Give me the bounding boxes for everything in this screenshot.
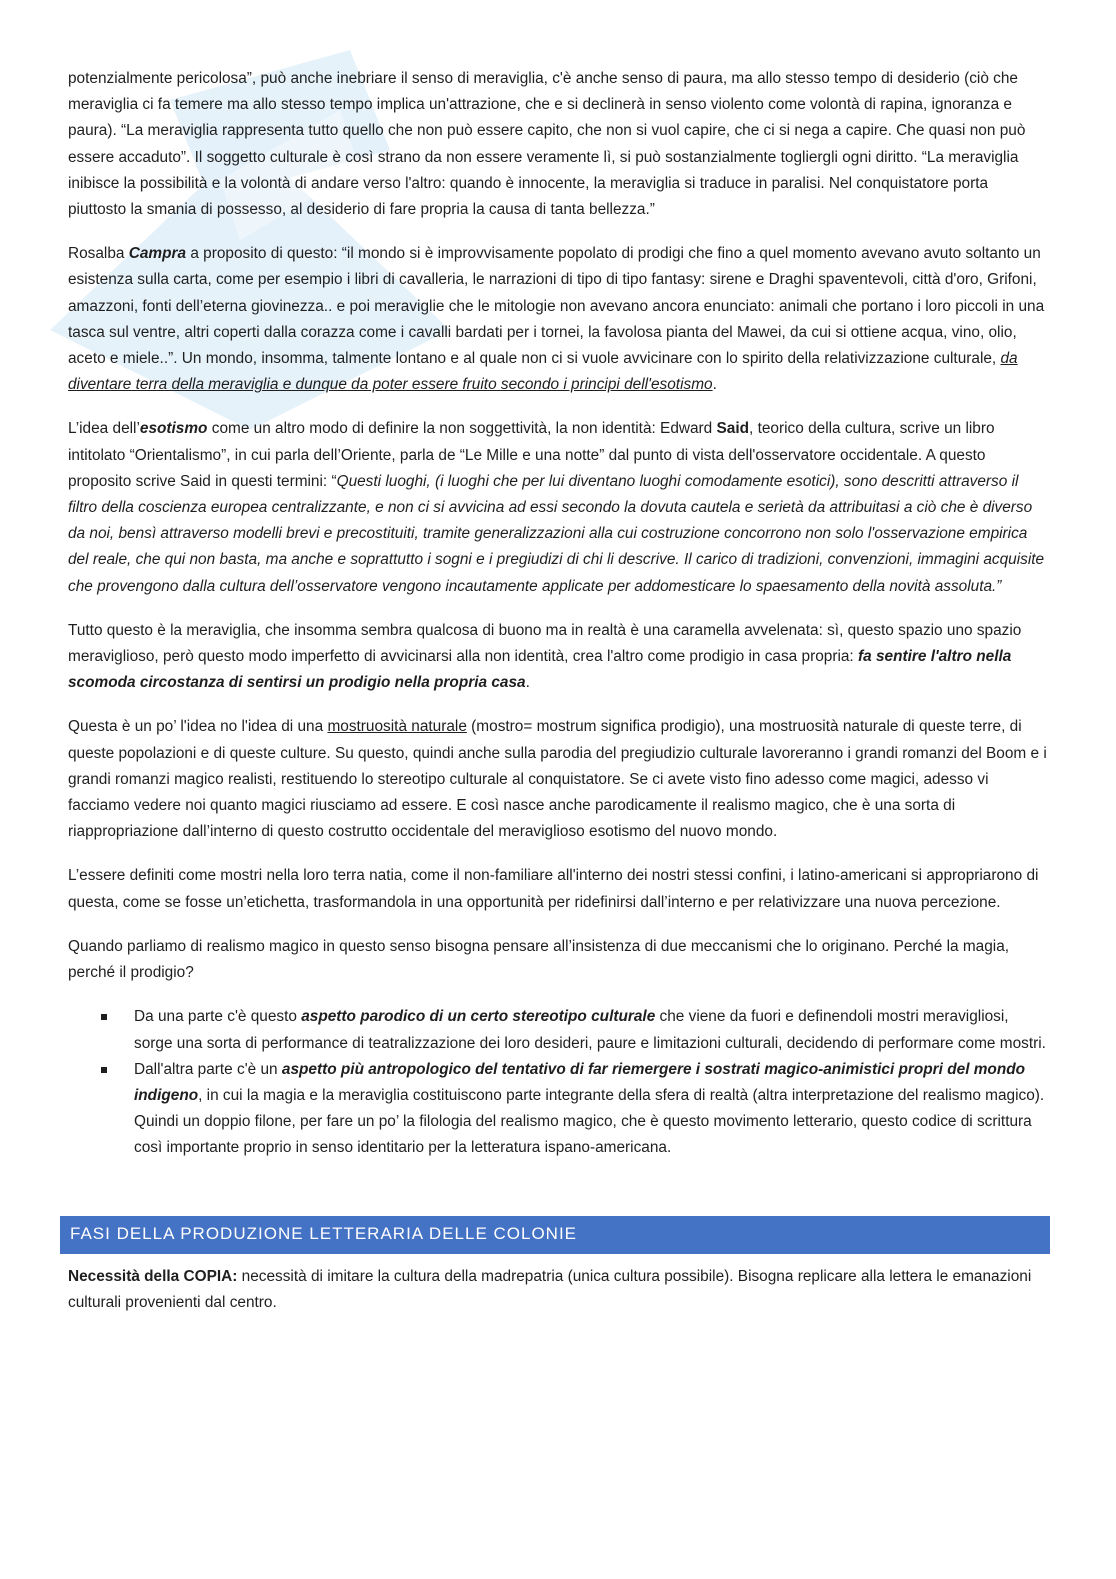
list-item-text: Da una parte c'è questo — [134, 1008, 302, 1026]
list-item-emphasis: aspetto più antropologico del tentativo di far riemergere i sostrati magico-animistici propri del mondo indigeno — [134, 1060, 1026, 1104]
author-name-campra: Campra — [128, 245, 187, 263]
paragraph-text: necessità di imitare la cultura della madrepatria (unica cultura possibile). Bisogna replicare alla lettera le emanazioni culturali provenienti dal centro. — [68, 1267, 1032, 1311]
author-name-said: Said — [716, 420, 750, 438]
paragraph-caramella — [68, 618, 1048, 697]
paragraph-copia — [68, 1264, 1048, 1316]
paragraph-text: Quando parliamo di realismo magico in questo senso bisogna pensare all’insistenza di due meccanismi che lo originano. Perché la magia, perché il prodigio? — [68, 937, 1010, 982]
paragraph-text: a proposito di questo: “il mondo si è improvvisamente popolato di prodigi che fino a quel momento avevano avuto soltanto un esistenza sulla carta, come per esempio i libri di cavalleria, le narrazioni di tipo di tipo fantasy: sirene e Draghi spaventevoli, città d'oro, Grifoni, amazzoni, fonti dell’eterna giovinezza.. e poi meraviglie che le mitologie non avevano ancora enunciato: animali che portano i loro piccoli in una tasca sul ventre, altri coperti dalla corazza come i cavalli bardati per i tornei, la favolosa pianta del Mawei, da cui si ottiene acqua, vino, olio, aceto e miele..”. Un mondo, insomma, talmente lontano e al quale non ci si vuole avvicinare con lo spirito della relativizzazione culturale, — [68, 245, 1045, 368]
section-heading — [60, 1216, 1050, 1254]
list-item-text: , in cui la magia e la meraviglia costituiscono parte integrante della sfera di realtà (altra interpretazione del realismo magico). Quindi un doppio filone, per fare un po’ la filologia del realismo magico, che è questo movimento letterario, questo codice di scrittura così importante proprio in senso identitario per la letteratura ispano-americana. — [134, 1086, 1045, 1157]
copia-label: Necessità della COPIA: — [68, 1267, 238, 1285]
list-item-text: che viene da fuori e definendoli mostri meravigliosi, sorge una sorta di performance di teatralizzazione dei loro desideri, paure e limitazioni culturali, decidendo di performare come mostri. — [134, 1008, 1046, 1052]
emphasis-prodigio: fa sentire l'altro nella scomoda circostanza di sentirsi un prodigio nella propria casa — [68, 648, 1012, 692]
paragraph-text: . — [525, 674, 530, 692]
paragraph-text: (mostro= mostrum significa prodigio), una mostruosità naturale di queste terre, di queste popolazioni e di queste culture. Su questo, quindi anche sulla parodia del pregiudizio culturale lavoreranno i grandi romanzi del Boom e i grandi romanzi magico realisti, restituendo lo stereotipo culturale al conquistatore. Se ci avete visto fino adesso come magici, adesso vi facciamo vedere noi quanto magici riusciamo ad essere. E così nasce anche parodicamente il realismo magico, che è una sorta di riappropriazione dall’interno di questo costrutto occidentale del meraviglioso esotismo del nuovo mondo. — [68, 718, 1047, 841]
paragraph-text: Rosalba — [68, 245, 129, 263]
paragraph-text: Tutto questo è la meraviglia, che insomma sembra qualcosa di buono ma in realtà è una caramella avvelenata: sì, questo spazio uno spazio meraviglioso, però questo modo imperfetto di avvicinarsi alla non identità, crea l'altro come prodigio in casa propria: — [68, 621, 1022, 666]
paragraph-text: Questa è un po’ l'idea no l'idea di una — [68, 718, 328, 736]
list-item-text: Dall'altra parte c'è un — [134, 1060, 282, 1078]
document-page — [68, 66, 1048, 1334]
list-item — [134, 1057, 1048, 1162]
section-heading-text: FASI DELLA PRODUZIONE LETTERARIA DELLE COLONIE — [70, 1224, 578, 1244]
paragraph-text: potenzialmente pericolosa”, può anche inebriare il senso di meraviglia, c'è anche senso di paura, ma allo stesso tempo di desiderio (ciò che meraviglia ci fa temere ma allo stesso tempo implica un'attrazione, che e si declinerà in senso violento come volontà di rapina, ignoranza e paura). “La meraviglia rappresenta tutto quello che non può essere capito, che non si vuol capire, che ci si nega a capire. Che quasi non può essere accaduto”. Il soggetto culturale è così strano da non essere veramente lì, si può sostanzialmente togliergli ogni diritto. “La meraviglia inibisce la possibilità e la volontà di andare verso l'altro: quando è innocente, la meraviglia si traduce in paralisi. Nel conquistatore porta piuttosto la smania di possesso, al desiderio di fare propria la causa di tanta bellezza.” — [68, 70, 1026, 219]
paragraph-campra — [68, 241, 1048, 398]
paragraph-text: L’idea dell’ — [68, 420, 140, 438]
paragraph-text: come un altro modo di definire la non soggettività, la non identità: Edward — [207, 420, 717, 438]
said-quote: Questi luoghi, (i luoghi che per lui diventano luoghi comodamente esotici), sono descritti attraverso il filtro della coscienza europea centralizzante, e non ci si avvicina ad essi secondo la dovuta cautela e serietà da attribuitasi a ciò che è diverso da noi, bensì attraverso modelli brevi e precostituiti, tramite generalizzazioni alla cui costruzione concorrono non solo l'osservazione empirica del reale, che qui non basta, ma anche e soprattutto i sogni e i pregiudizi di chi li descrive. Il carico di tradizioni, convenzioni, immagini acquisite che provengono dalla cultura dell’osservatore vengono incautamente applicate per addomesticare lo spaesamento della novità assoluta.” — [68, 472, 1045, 595]
underlined-mostruosita: mostruosità naturale — [327, 718, 467, 736]
paragraph-esotismo — [68, 416, 1048, 599]
paragraph-text: L’essere definiti come mostri nella loro terra natia, come il non-familiare all'interno dei nostri stessi confini, i latino-americani si appropriarono di questa, come se fosse un’etichetta, trasformandola in una opportunità per ridefinirsi dall’interno e per relativizzare una nuova percezione. — [68, 867, 1039, 911]
paragraph-text: . — [712, 376, 717, 394]
list-item — [134, 1004, 1048, 1056]
underlined-phrase: da diventare terra della meraviglia e dunque da poter essere fruito secondo i principi dell'esotismo — [68, 350, 1018, 394]
paragraph-mostruosita — [68, 714, 1048, 845]
term-esotismo: esotismo — [139, 420, 208, 438]
paragraph-meraviglia — [68, 66, 1048, 223]
list-item-emphasis: aspetto parodico di un certo stereotipo culturale — [301, 1008, 656, 1026]
paragraph-mostri — [68, 863, 1048, 915]
paragraph-text: , teorico della cultura, scrive un libro intitolato “Orientalismo”, in cui parla dell’Oriente, parla de “Le Mille e una notte” dal punto di vista dell'osservatore occidentale. A questo proposito scrive Said in questi termini: “ — [68, 420, 995, 490]
bullet-list — [68, 1004, 1048, 1161]
paragraph-realismo-magico — [68, 934, 1048, 986]
